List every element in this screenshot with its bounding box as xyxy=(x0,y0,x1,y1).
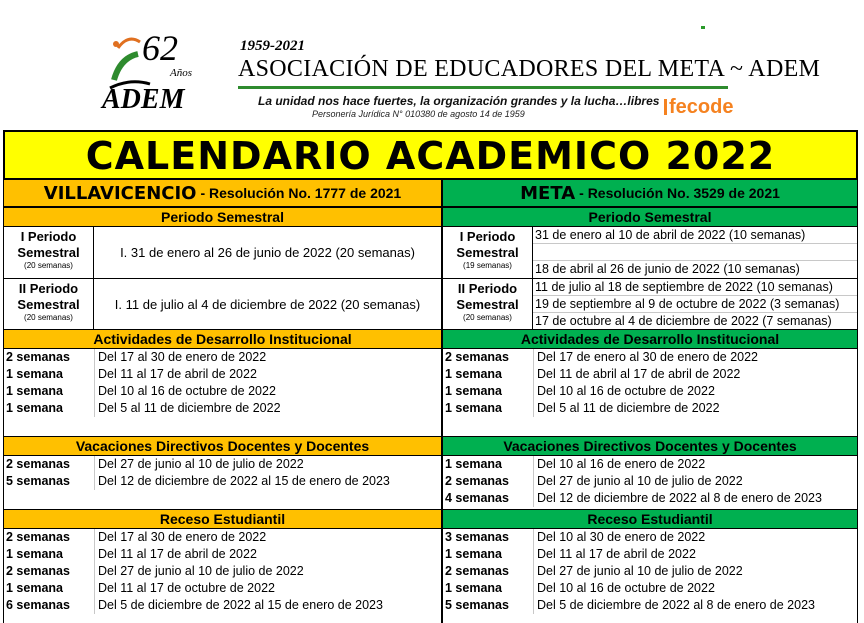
motto: La unidad nos hace fuertes, la organización grandes y la lucha…libres xyxy=(258,94,660,108)
period-value: I. 31 de enero al 26 de junio de 2022 (20 semanas) xyxy=(120,245,415,260)
table-row: 1 semana Del 11 al 17 de abril de 2022 xyxy=(4,546,441,563)
villavicencio-column xyxy=(3,180,441,623)
table-row: 1 semana Del 11 de abril al 17 de abril de 2022 xyxy=(443,366,857,383)
villavicencio-header xyxy=(4,180,441,208)
table-row: 1 semana Del 11 al 17 de abril de 2022 xyxy=(4,366,441,383)
vacations-header: Vacaciones Directivos Docentes y Docentes xyxy=(4,437,441,456)
table-row: 2 semanas Del 27 de junio al 10 de julio de 2022 xyxy=(443,563,857,580)
table-row: 2 semanas Del 17 al 30 de enero de 2022 xyxy=(4,529,441,546)
period-label: I Periodo Semestral (20 semanas) xyxy=(4,227,94,278)
period-lines: 11 de julio al 18 de septiembre de 2022 (10 semanas) 19 de septiembre al 9 de octubre de 2022 (3 semanas) 17 de octubre al 4 de diciembre de 2022 (7 semanas) xyxy=(533,279,857,329)
table-row: 2 semanas Del 27 de junio al 10 de julio de 2022 xyxy=(4,563,441,580)
svg-text:ADEM: ADEM xyxy=(102,84,185,115)
period-2-row xyxy=(443,279,857,330)
calendar-table xyxy=(3,130,858,623)
meta-header xyxy=(443,180,857,208)
city-name: META xyxy=(520,182,576,204)
legal-note: Personería Jurídica N° 010380 de agosto 14 de 1959 xyxy=(312,109,525,119)
page-title: CALENDARIO ACADEMICO 2022 xyxy=(3,130,858,180)
activities-list xyxy=(443,349,857,417)
vacations-list xyxy=(443,456,857,507)
table-row: 1 semana Del 5 al 11 de diciembre de 2022 xyxy=(4,400,441,417)
period-lines: 31 de enero al 10 de abril de 2022 (10 semanas) 18 de abril al 26 de junio de 2022 (10 semanas) xyxy=(533,227,857,278)
resolution: - Resolución No. 1777 de 2021 xyxy=(200,185,402,201)
activities-header: Actividades de Desarrollo Institucional xyxy=(443,330,857,349)
period-2-row xyxy=(4,279,441,330)
fecode-mark-icon xyxy=(664,99,667,115)
section-spacer xyxy=(4,490,441,510)
table-row: 1 semana Del 5 al 11 de diciembre de 2022 xyxy=(443,400,857,417)
years-range: 1959-2021 xyxy=(240,38,305,54)
table-row: 4 semanas Del 12 de diciembre de 2022 al 8 de enero de 2023 xyxy=(443,490,857,507)
activities-header: Actividades de Desarrollo Institucional xyxy=(4,330,441,349)
table-row: 2 semanas Del 17 de enero al 30 de enero de 2022 xyxy=(443,349,857,366)
table-row: 1 semana Del 11 al 17 de octubre de 2022 xyxy=(4,580,441,597)
letterhead xyxy=(0,0,864,130)
periodo-header: Periodo Semestral xyxy=(4,208,441,227)
table-row: 2 semanas Del 27 de junio al 10 de julio de 2022 xyxy=(443,473,857,490)
vacations-list xyxy=(4,456,441,490)
table-row: 5 semanas Del 12 de diciembre de 2022 al 15 de enero de 2023 xyxy=(4,473,441,490)
period-1-row xyxy=(4,227,441,279)
period-value: I. 11 de julio al 4 de diciembre de 2022 (20 semanas) xyxy=(114,296,421,312)
vacations-header: Vacaciones Directivos Docentes y Docentes xyxy=(443,437,857,456)
svg-text:62: 62 xyxy=(142,28,178,68)
decorative-dot xyxy=(701,26,705,29)
table-row: 1 semana Del 10 al 16 de octubre de 2022 xyxy=(443,383,857,400)
recess-header: Receso Estudiantil xyxy=(4,510,441,529)
table-row: 3 semanas Del 10 al 30 de enero de 2022 xyxy=(443,529,857,546)
section-spacer xyxy=(443,417,857,437)
activities-list xyxy=(4,349,441,417)
table-row: 6 semanas Del 5 de diciembre de 2022 al 15 de enero de 2023 xyxy=(4,597,441,614)
period-1-row xyxy=(443,227,857,279)
table-row: 2 semanas Del 27 de junio al 10 de julio de 2022 xyxy=(4,456,441,473)
organization-name: ASOCIACIÓN DE EDUCADORES DEL META ~ ADEM xyxy=(238,56,821,82)
period-label: II Periodo Semestral (20 semanas) xyxy=(443,279,533,329)
table-row: 1 semana Del 10 al 16 de octubre de 2022 xyxy=(443,580,857,597)
recess-header: Receso Estudiantil xyxy=(443,510,857,529)
table-row: 5 semanas Del 5 de diciembre de 2022 al 8 de enero de 2023 xyxy=(443,597,857,614)
svg-text:Años: Años xyxy=(170,67,192,79)
period-label: I Periodo Semestral (19 semanas) xyxy=(443,227,533,278)
adem-logo xyxy=(100,18,220,118)
period-label: II Periodo Semestral (20 semanas) xyxy=(4,279,94,329)
table-row: 1 semana Del 10 al 16 de enero de 2022 xyxy=(443,456,857,473)
resolution: - Resolución No. 3529 de 2021 xyxy=(579,185,780,201)
recess-list xyxy=(443,529,857,614)
section-spacer xyxy=(4,417,441,437)
table-row: 1 semana Del 10 al 16 de octubre de 2022 xyxy=(4,383,441,400)
table-row: 1 semana Del 11 al 17 de abril de 2022 xyxy=(443,546,857,563)
recess-list xyxy=(4,529,441,614)
divider xyxy=(238,86,728,89)
meta-column xyxy=(441,180,858,623)
table-row: 2 semanas Del 17 al 30 de enero de 2022 xyxy=(4,349,441,366)
periodo-header: Periodo Semestral xyxy=(443,208,857,227)
city-name: VILLAVICENCIO xyxy=(43,182,197,204)
fecode-logo: fecode xyxy=(664,96,733,119)
